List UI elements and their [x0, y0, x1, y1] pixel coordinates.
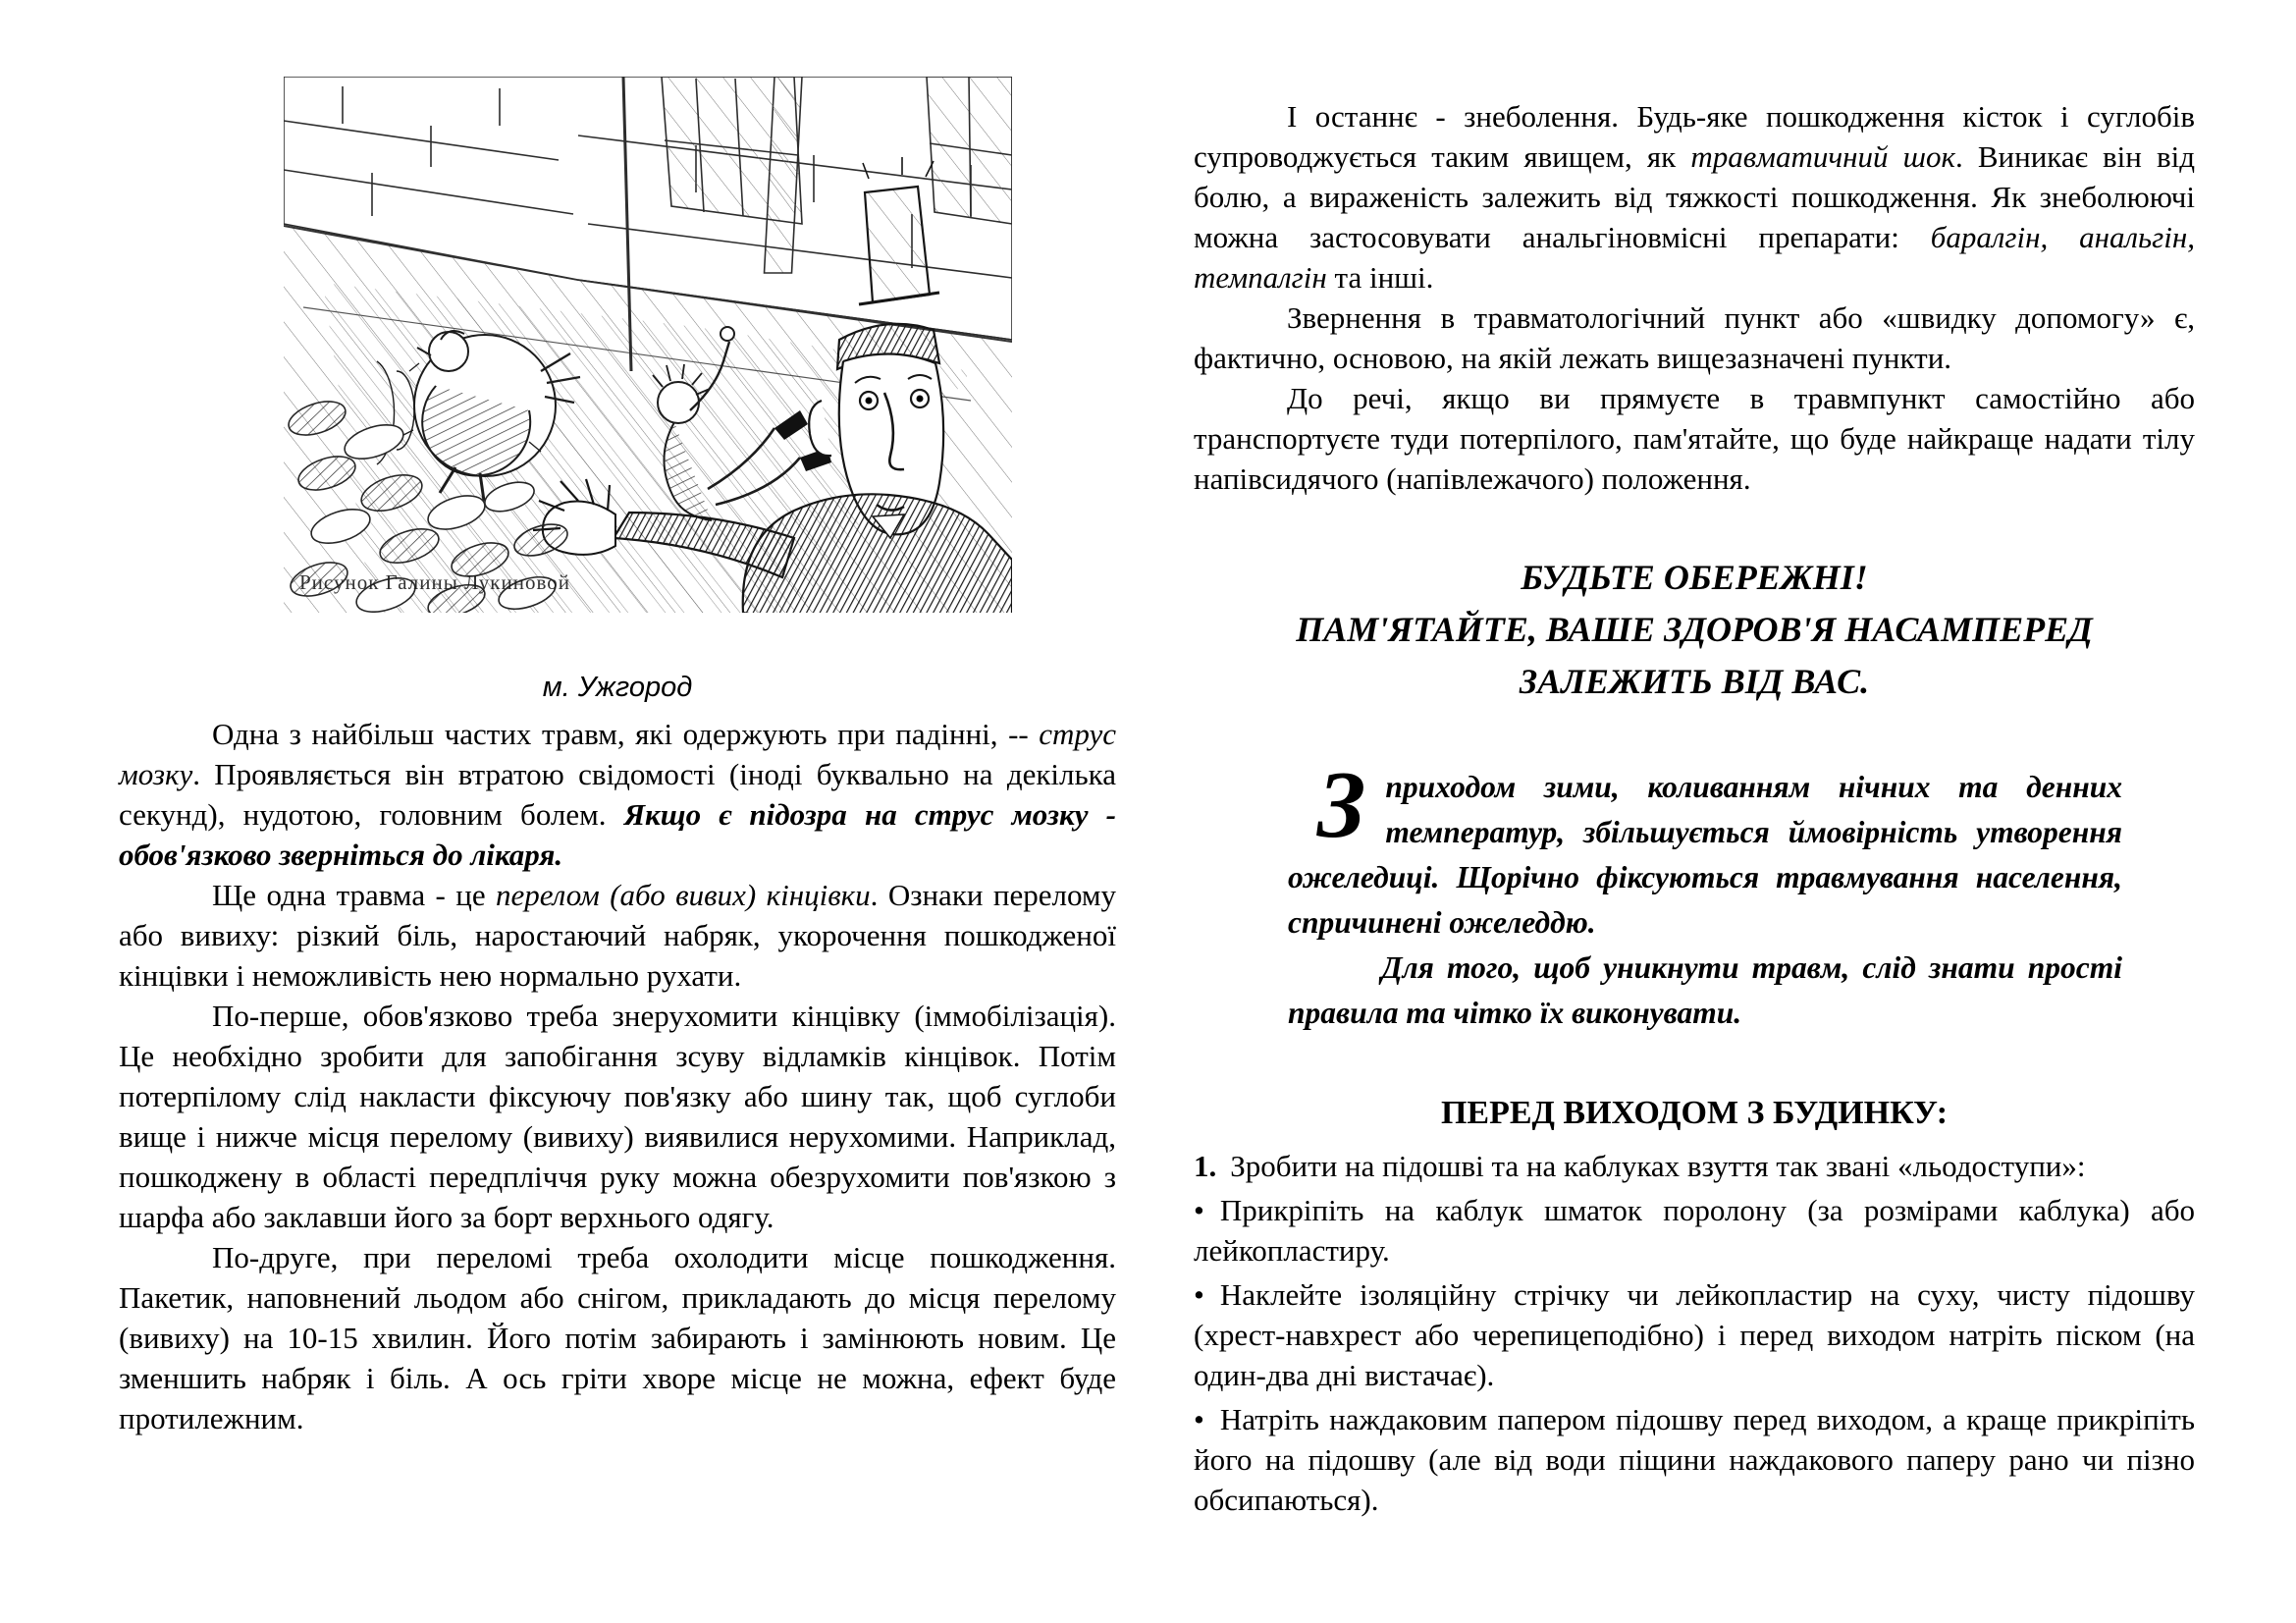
list-item — [1194, 1399, 2195, 1520]
text-run: Прикріпіть на каблук шматок поролону (за розмірами каблука) або лейкопластиру. — [1194, 1193, 2195, 1268]
list-item — [1194, 1146, 2195, 1186]
warning-heading-line2: ПАМ'ЯТАЙТЕ, ВАШЕ ЗДОРОВ'Я НАСАМПЕРЕД — [1296, 610, 2093, 649]
list-item — [1194, 1190, 2195, 1271]
street-fall-cartoon-svg — [284, 77, 1012, 613]
bullet-marker: • — [1194, 1193, 1204, 1227]
text-run: . Виникає він від болю, а вираженість залежить від тяжкості пошкодження. Як знеболюючі можна застосовувати анальгіновмісні препарати: — [1194, 139, 2195, 254]
warning-heading-line3: ЗАЛЕЖИТЬ ВІД ВАС. — [1519, 662, 1870, 701]
winter-rules: Для того, щоб уникнути травм, слід знати прості правила та чітко їх виконувати. — [1288, 950, 2122, 1030]
photo-caption: м. Ужгород — [542, 672, 693, 703]
list-number-marker: 1. — [1194, 1149, 1217, 1183]
left-column — [119, 0, 1116, 1438]
text-run-bold-italic: Якщо є підозра на струс мозку - обов'язково зверніться до лікаря. — [119, 797, 1116, 872]
list-item — [1194, 1274, 2195, 1395]
text-run: Ще одна травма - це — [212, 878, 497, 912]
winter-intro — [1194, 752, 2195, 946]
paragraph-cooling: По-друге, при переломі треба охолодити місце пошкодження. Пакетик, наповнений льодом або снігом, прикладають до місця перелому (вивиху) на 10-15 хвилин. Його потім забирають і замінюють новим. Це зменшить набряк і біль. А ось гріти хворе місце не можна, ефект буде протилежним. — [119, 1240, 1116, 1435]
text-run: І останнє - знеболення. Будь-яке пошкодження кісток і суглобів супроводжується таким явищем, як — [1194, 99, 2195, 174]
paragraph-fracture — [119, 875, 1116, 996]
right-column — [1194, 0, 2195, 1520]
paragraph-transport: До речі, якщо ви прямуєте в травмпункт самостійно або транспортуєте туди потерпілого, пам'ятайте, що буде найкраще надати тілу напівсидячого (напівлежачого) положення. — [1194, 381, 2195, 496]
section-heading: ПЕРЕД ВИХОДОМ З БУДИНКУ: — [1440, 1095, 1949, 1131]
text-run: Наклейте ізоляційну стрічку чи лейкопластир на суху, чисту підошву (хрест-навхрест або черепицеподібно) і перед виходом натріть піском (на один-два дні вистачає). — [1194, 1277, 2195, 1392]
street-fall-cartoon — [284, 77, 1012, 613]
illustration-signature: Рисунок Галины Лукиновой — [299, 570, 570, 594]
text-run-italic: струс мозку — [119, 717, 1116, 791]
text-run: Зробити на підошві та на каблуках взуття так звані «льодоступи»: — [1230, 1149, 2086, 1183]
warning-heading — [1194, 552, 2195, 708]
drop-cap: З — [1317, 752, 1366, 857]
window-right — [927, 77, 1012, 224]
text-run: та інші. — [1326, 260, 1434, 295]
text-run: Натріть наждаковим папером підошву перед виходом, а краще прикріпіть його на підошву (але від води піщини наждакового паперу рано чи пізно обсипаються). — [1194, 1402, 2195, 1517]
paragraph-immobilization: По-перше, обов'язково треба знерухомити кінцівку (іммобілізація). Це необхідно зробити для запобігання зсуву відламків кінцівок. Потім потерпілому слід накласти фіксуючу пов'язку або шину так, щоб суглоби вище і нижче місця перелому (вивиху) виявилися нерухомими. Наприклад, пошкоджену в області передпліччя руку можна обезрухомити пов'язкою з шарфа або заклавши його за борт верхнього одягу. — [119, 999, 1116, 1234]
preparation-list — [1194, 1146, 2195, 1520]
paragraph-concussion — [119, 714, 1116, 875]
bullet-marker: • — [1194, 1402, 1204, 1436]
window-left — [662, 77, 802, 224]
text-run-bold-italic: приходом зими, коливанням нічних та денних температур, збільшується ймовірність утворення ожеледиці. Щорічно фіксуються травмування населення, спричинені ожеледдю. — [1288, 770, 2122, 940]
text-run: . Проявляється він втратою свідомості (іноді буквально на декілька секунд), нудотою, головним болем. — [119, 757, 1116, 832]
paragraph-traumacenter: Звернення в травматологічний пункт або «швидку допомогу» є, фактично, основою, на якій лежать вищезазначені пункти. — [1194, 300, 2195, 375]
paragraph-painkillers — [1194, 96, 2195, 298]
bullet-marker: • — [1194, 1277, 1204, 1312]
text-run-italic: перелом (або вивих) кінцівки — [496, 878, 871, 912]
text-run-italic: баралгін, анальгін, темпалгін — [1194, 220, 2195, 295]
warning-heading-line1: БУДЬТЕ ОБЕРЕЖНІ! — [1521, 558, 1868, 597]
text-run-italic: травматичний шок — [1690, 139, 1955, 174]
text-run: Одна з найбільш частих травм, які одержують при падінні, -- — [212, 717, 1040, 751]
text-run: . Ознаки перелому або вивиху: різкий біль, наростаючий набряк, укорочення пошкодженої кінцівки і неможливість нею нормально рухати. — [119, 878, 1117, 993]
